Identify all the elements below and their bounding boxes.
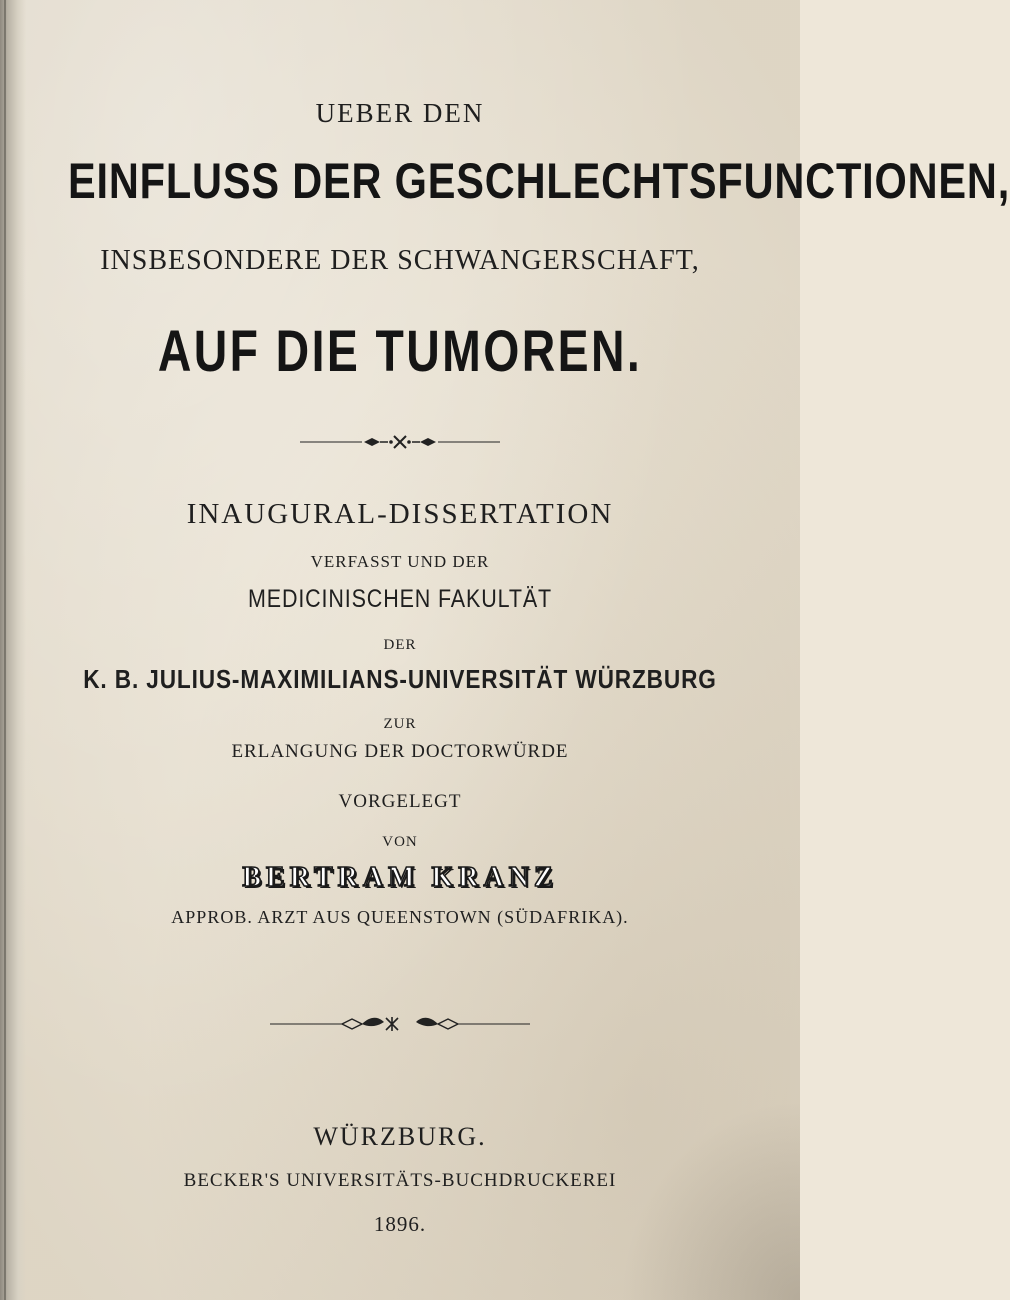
author-name: BERTRAM KRANZ: [242, 862, 558, 893]
title-line-2: EINFLUSS DER GESCHLECHTSFUNCTIONEN,: [68, 153, 1010, 209]
zur-line: ZUR: [383, 716, 417, 732]
ornament-scroll-flourish-icon: [270, 1012, 530, 1036]
faculty-line: MEDICINISCHEN FAKULTÄT: [247, 585, 553, 613]
imprint-year: 1896.: [373, 1212, 427, 1236]
von-line: VON: [382, 834, 418, 850]
written-line: VERFASST UND DER: [310, 552, 490, 571]
title-line-4: AUF DIE TUMOREN.: [157, 319, 643, 384]
imprint-place: WÜRZBURG.: [313, 1122, 487, 1151]
imprint-printer: BECKER'S UNIVERSITÄTS-BUCHDRUCKEREI: [183, 1170, 617, 1191]
title-line-3: INSBESONDERE DER SCHWANGERSCHAFT,: [100, 245, 700, 276]
author-affiliation: APPROB. ARZT AUS QUEENSTOWN (SÜDAFRIKA).: [171, 907, 629, 927]
der-line: DER: [383, 637, 417, 653]
purpose-line: ERLANGUNG DER DOCTORWÜRDE: [231, 741, 569, 762]
submitted-line: VORGELEGT: [338, 791, 462, 812]
title-line-1: UEBER DEN: [315, 98, 485, 128]
dissertation-heading: INAUGURAL-DISSERTATION: [186, 498, 614, 530]
ornament-diamond-cross-icon: [300, 430, 500, 454]
university-line: K. B. JULIUS-MAXIMILIANS-UNIVERSITÄT WÜRZBURG: [83, 664, 717, 694]
